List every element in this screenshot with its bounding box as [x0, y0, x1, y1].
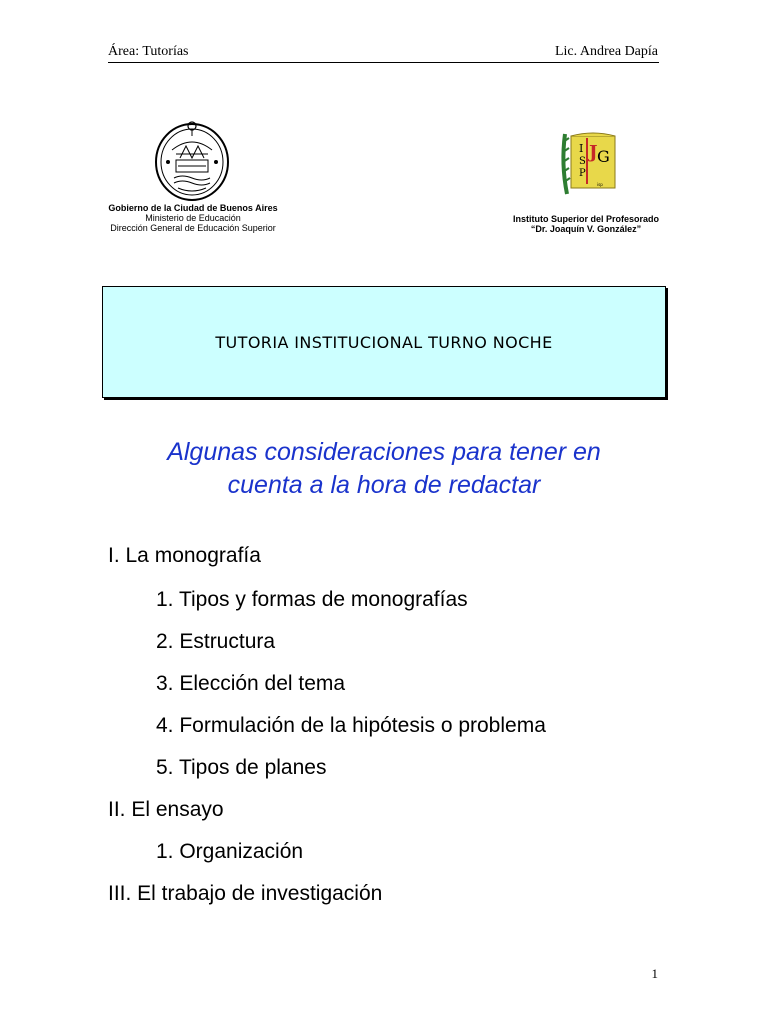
- svg-text:isp: isp: [597, 182, 603, 187]
- title-box-text: TUTORIA INSTITUCIONAL TURNO NOCHE: [215, 332, 553, 352]
- city-seal-logo: [152, 120, 232, 202]
- page-number: 1: [651, 966, 658, 981]
- institute-patron: “Dr. Joaquín V. González”: [530, 224, 642, 234]
- outline-subitem-tipos-formas: 1. Tipos y formas de monografías: [156, 588, 468, 611]
- outline-subitem-hipotesis: 4. Formulación de la hipótesis o problema: [156, 714, 546, 737]
- city-government-name: Gobierno de la Ciudad de Buenos Aires: [108, 203, 278, 213]
- svg-text:P: P: [579, 168, 586, 179]
- header-area: Área: Tutorías: [108, 44, 189, 59]
- main-heading: [108, 436, 660, 502]
- title-box: [102, 286, 666, 398]
- institute-name: Instituto Superior del Profesorado: [512, 214, 659, 224]
- direction-name: Dirección General de Educación Superior: [110, 223, 276, 233]
- svg-text:J: J: [589, 142, 598, 163]
- outline-subitem-tipos-planes: 5. Tipos de planes: [156, 756, 327, 779]
- header-author: Lic. Andrea Dapía: [554, 44, 658, 59]
- header-rule: [108, 62, 659, 63]
- ministry-name: Ministerio de Educación: [145, 213, 241, 223]
- main-heading-line-2: cuenta a la hora de redactar: [227, 471, 541, 499]
- svg-text:G: G: [597, 147, 610, 166]
- outline-item-investigacion: III. El trabajo de investigación: [108, 882, 383, 905]
- outline-subitem-organizacion: 1. Organización: [156, 840, 304, 863]
- outline-subitem-estructura: 2. Estructura: [156, 630, 276, 653]
- outline-item-ensayo: II. El ensayo: [108, 798, 224, 821]
- svg-text:S: S: [579, 156, 586, 167]
- city-government-caption: [108, 203, 278, 233]
- main-heading-line-1: Algunas consideraciones para tener en: [167, 438, 601, 466]
- institute-emblem-logo: [557, 128, 623, 200]
- outline-item-monografia: I. La monografía: [108, 544, 261, 567]
- outline-subitem-eleccion-tema: 3. Elección del tema: [156, 672, 346, 695]
- institute-caption: [498, 214, 674, 234]
- svg-text:I: I: [579, 142, 584, 155]
